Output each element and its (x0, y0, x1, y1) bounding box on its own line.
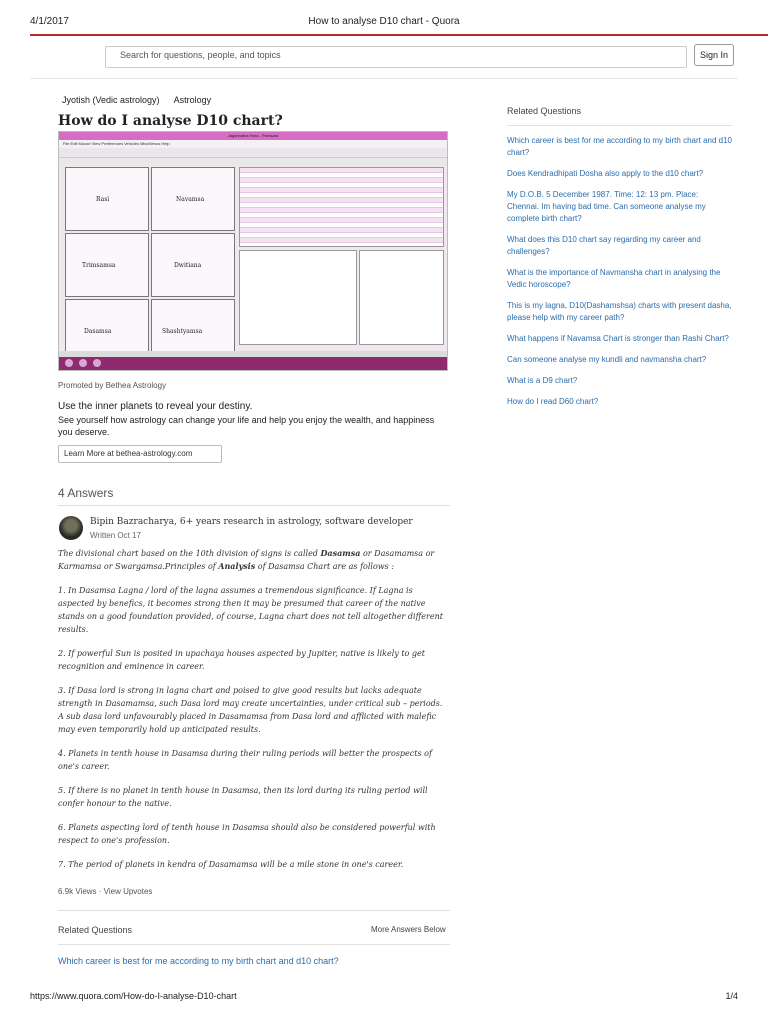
answer-intro: The divisional chart based on the 10th division of signs is called Dasamsa or Dasamamsa or Karmamsa or Swargamsa.Principles of Analysis of Dasamsa Chart are as follows : (58, 548, 435, 571)
sign-in-button[interactable]: Sign In (694, 44, 734, 66)
search-input[interactable]: Search for questions, people, and topics (105, 46, 687, 68)
chart-dasamsa: Dasamsa (65, 299, 149, 363)
birth-details-panel (239, 250, 357, 345)
related-divider (58, 944, 450, 945)
promo-body: See yourself how astrology can change your life and help you enjoy the wealth, and happiness you deserve. (58, 415, 435, 437)
chart-trimsamsa: Trimsamsa (65, 233, 149, 297)
topic-tag-jyotish[interactable]: Jyotish (Vedic astrology) (62, 95, 160, 105)
sidebar-question[interactable]: What is a D9 chart? (507, 376, 578, 385)
screenshot-tabstrip (59, 158, 447, 166)
quora-brand-rule (30, 34, 768, 36)
topic-tags (62, 95, 223, 105)
author-credential[interactable]: Bipin Bazracharya, 6+ years research in astrology, software developer (90, 517, 413, 527)
answer-point-4: 4. Planets in tenth house in Dasamsa during their ruling periods will better the prospects of one's career. (58, 749, 432, 771)
chart-rasi: Rasi (65, 167, 149, 231)
sidebar-question[interactable]: Can someone analyse my kundli and navmansha chart? (507, 355, 707, 364)
sidebar-title: Related Questions (507, 106, 732, 126)
screenshot-charts (65, 167, 235, 365)
answer-point-1: 1. In Dasamsa Lagna / lord of the lagna assumes a tremendous significance. If Lagna is aspected by benefics, it becomes strong then it may be presumed that career of the native stands on a good foundation provided, of course, Lagna chart does not tell altogether different results. (58, 586, 443, 634)
views-and-upvotes[interactable]: 6.9k Views · View Upvotes (58, 887, 153, 896)
print-header (30, 16, 738, 30)
answer-date[interactable]: Written Oct 17 (90, 531, 141, 540)
print-title: How to analyse D10 chart - Quora (308, 16, 460, 27)
promo-headline: Use the inner planets to reveal your destiny. (58, 401, 253, 412)
promoted-by[interactable]: Promoted by Bethea Astrology (58, 381, 167, 390)
related-top-divider (58, 910, 450, 911)
chart-shashtyamsa: Shashtyamsa (151, 299, 235, 363)
print-footer (30, 991, 738, 1001)
answer-point-2: 2. If powerful Sun is posited in upachaya houses aspected by Jupiter, native is likely to get recognition and eminence in career. (58, 649, 425, 671)
chart-dwitiana: Dwitiana (151, 233, 235, 297)
screenshot-menubar: File Edit Mouse View Preferences Vehicles MiscMenus Help (59, 140, 447, 148)
answer-body (58, 547, 450, 882)
question-title: How do I analyse D10 chart? (58, 113, 283, 129)
chart-navamsa: Navamsa (151, 167, 235, 231)
author-avatar[interactable] (59, 516, 83, 540)
answer-point-5: 5. If there is no planet in tenth house in Dasamsa, then its lord during its ruling period will confer honour to the native. (58, 786, 428, 808)
screenshot-titlebar: Jagannatha Hora - Parasara (59, 132, 447, 140)
planet-positions-table (239, 167, 444, 247)
sidebar-question[interactable]: Does Kendradhipati Dosha also apply to the d10 chart? (507, 169, 704, 178)
question-screenshot (58, 131, 448, 371)
learn-more-button[interactable]: Learn More at bethea-astrology.com (58, 445, 222, 463)
taskbar-app-icon (93, 359, 101, 367)
ashtakavarga-panel (359, 250, 444, 345)
related-question-link[interactable]: Which career is best for me according to my birth chart and d10 chart? (58, 956, 339, 966)
answer-point-7: 7. The period of planets in kendra of Dasamamsa will be a mile stone in one's career. (58, 860, 404, 869)
print-url: https://www.quora.com/How-do-I-analyse-D10-chart (30, 991, 237, 1001)
sidebar-question[interactable]: What is the importance of Navmansha chart in analysing the Vedic horoscope? (507, 268, 721, 289)
answers-count: 4 Answers (58, 486, 114, 500)
sidebar-question[interactable]: This is my lagna, D10(Dashamshsa) charts with present dasha, please help with my career path? (507, 301, 732, 322)
topic-tag-astrology[interactable]: Astrology (173, 95, 212, 105)
print-page-number: 1/4 (725, 991, 738, 1001)
print-date: 4/1/2017 (30, 16, 69, 27)
answer-point-3: 3. If Dasa lord is strong in lagna chart and poised to give good results but lacks adequate strength in Dasamamsa, such Dasa lord may create uncertainties, under critical sub – periods. A sub dasa lord unfavourably placed in Dasamamsa from Dasa lord and afflicted with malefic may even temporarily hold up anticipated results. (58, 686, 443, 734)
sidebar-question[interactable]: What happens if Navamsa Chart is stronger than Rashi Chart? (507, 334, 729, 343)
related-questions-sidebar (507, 106, 732, 417)
header-divider (30, 78, 738, 79)
answer-point-6: 6. Planets aspecting lord of tenth house in Dasamsa should also be considered powerful with respect to one's profession. (58, 823, 436, 845)
more-answers-below: More Answers Below (371, 925, 446, 934)
answers-divider (58, 505, 450, 506)
screenshot-taskbar (59, 357, 447, 370)
sidebar-question[interactable]: Which career is best for me according to my birth chart and d10 chart? (507, 136, 732, 157)
related-questions-label: Related Questions (58, 925, 133, 935)
taskbar-app-icon (79, 359, 87, 367)
sidebar-question[interactable]: My D.O.B. 5 December 1987. Time: 12: 13 pm. Place: Chennai. Im having bad time. Can someone analyse my complete birth chart? (507, 190, 706, 223)
sidebar-question[interactable]: What does this D10 chart say regarding my career and challenges? (507, 235, 701, 256)
screenshot-toolbar (59, 148, 447, 158)
windows-start-icon (65, 359, 73, 367)
sidebar-question[interactable]: How do I read D60 chart? (507, 397, 599, 406)
